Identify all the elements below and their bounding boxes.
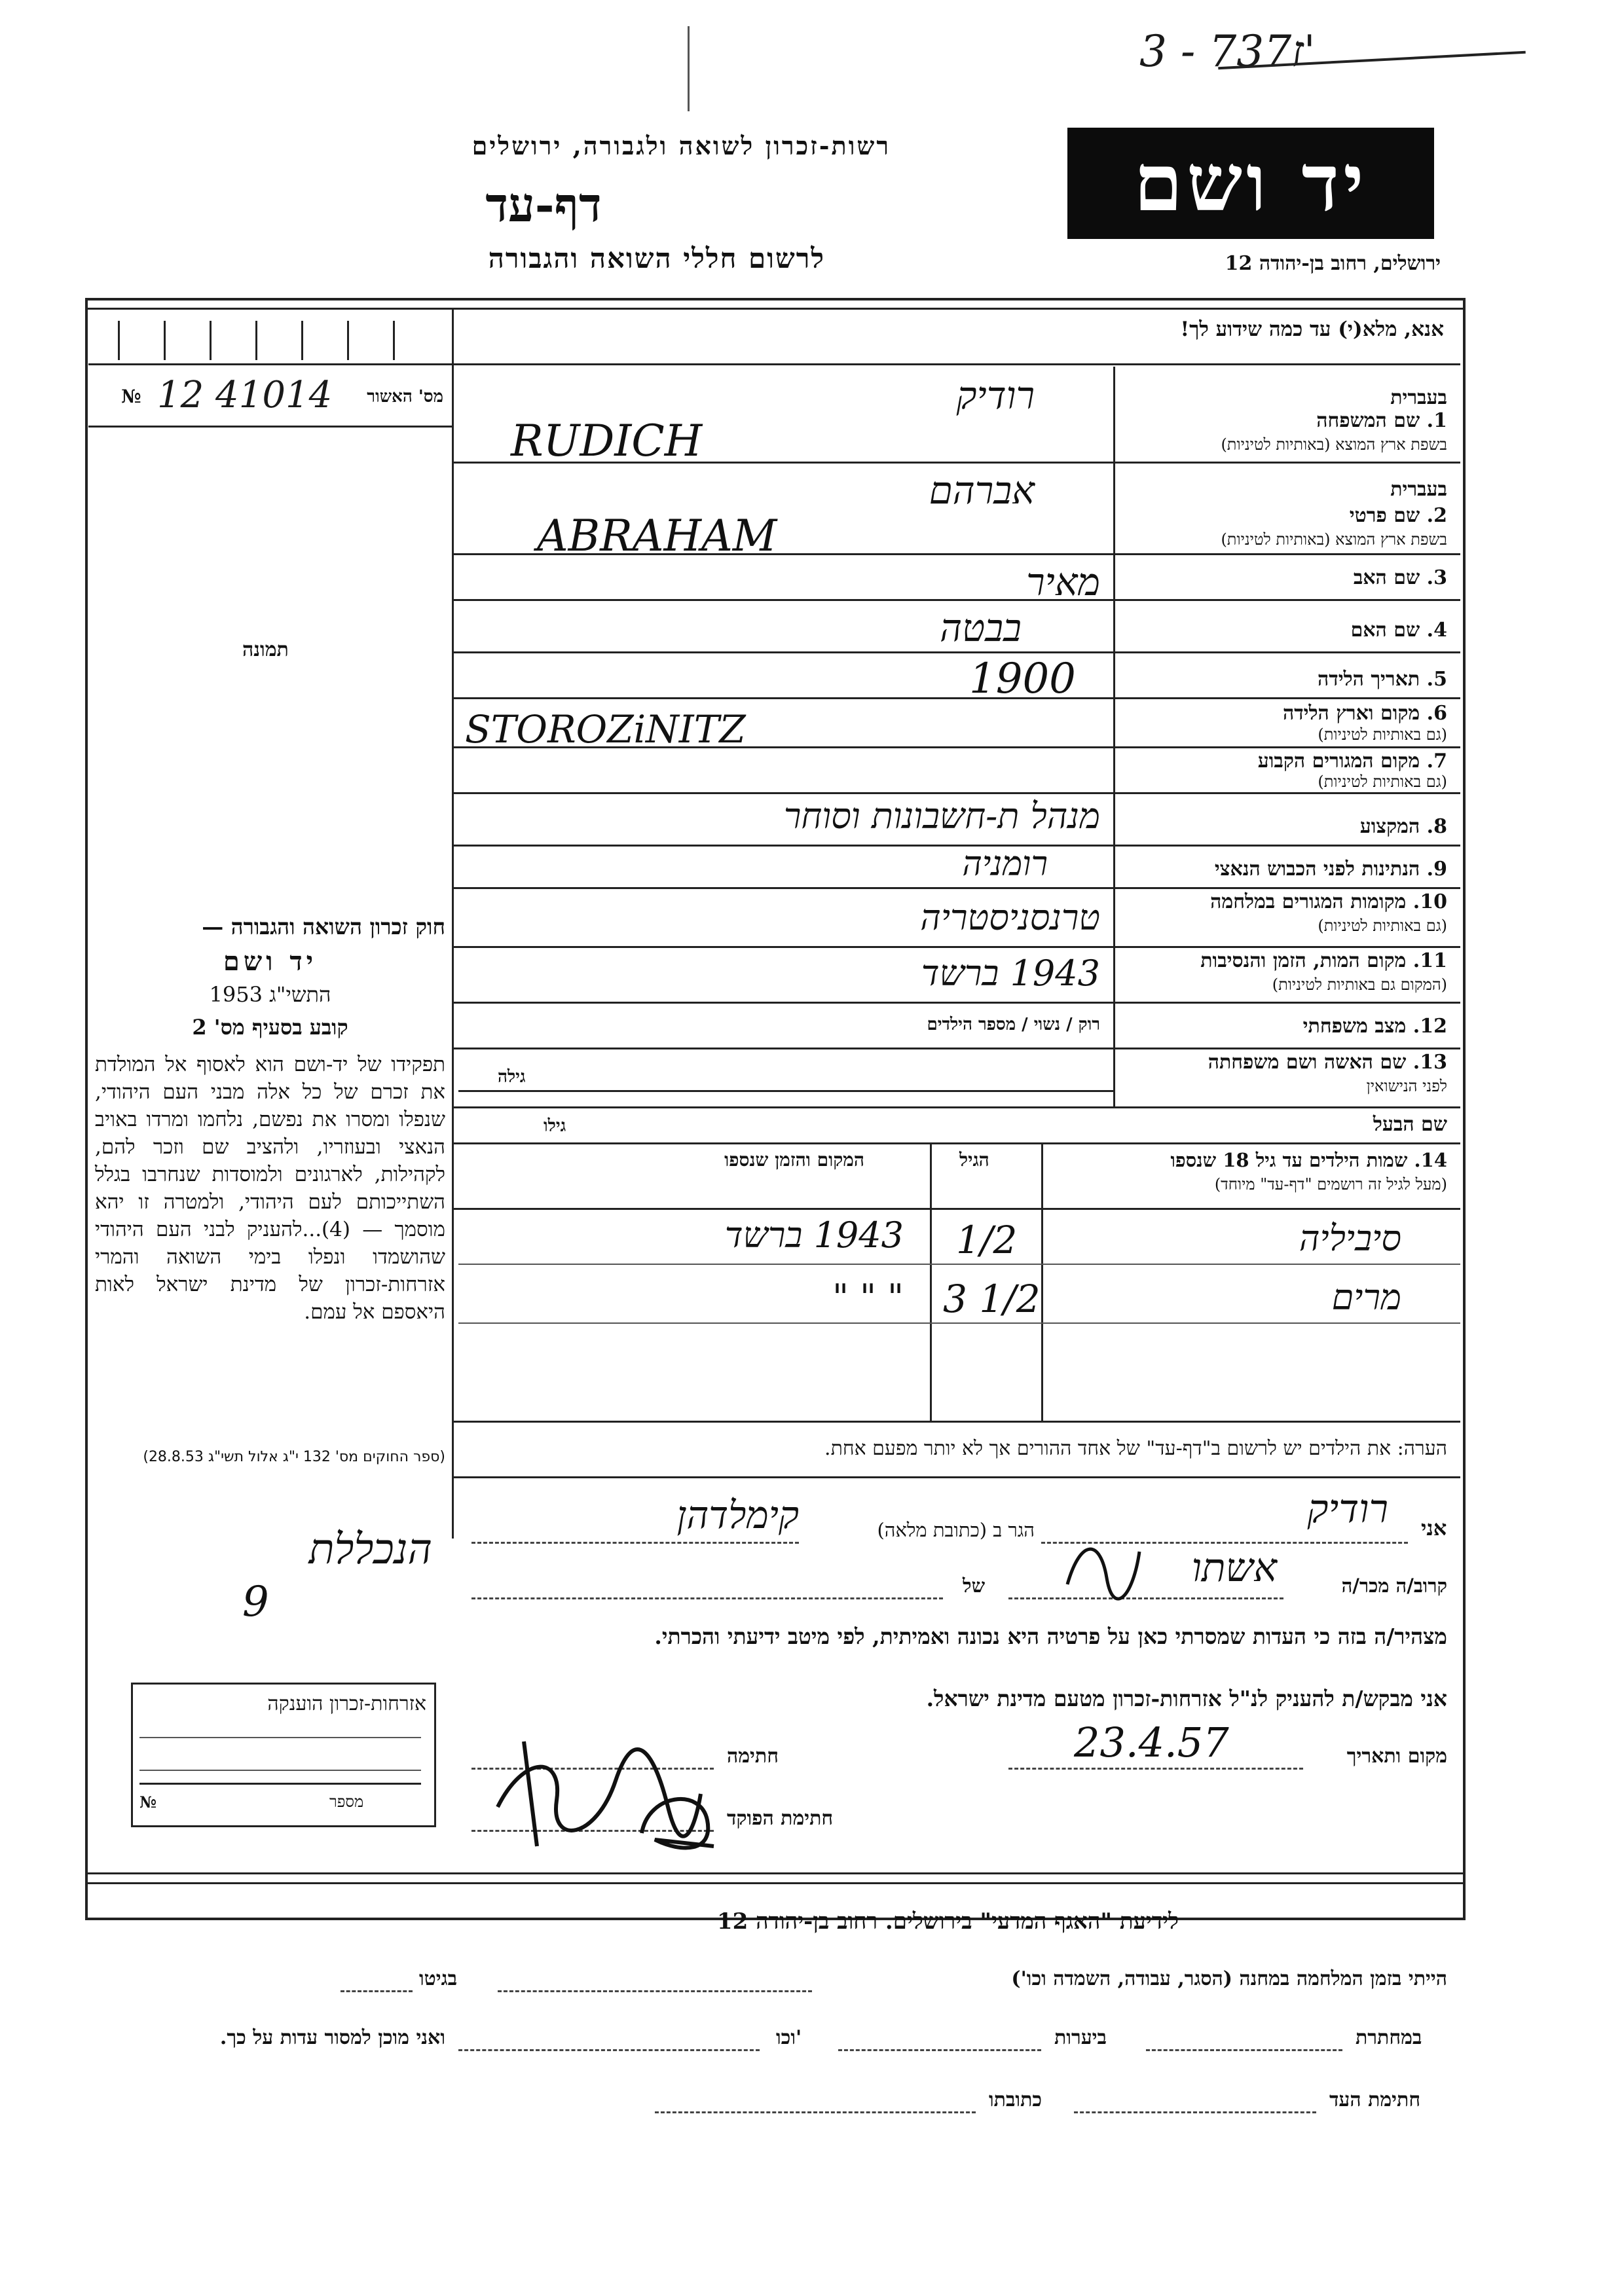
footer-underground: במחתרת — [1356, 2026, 1422, 2049]
form-subtitle: לרשום חללי השואה והגבורה — [488, 242, 825, 274]
citizenship-value: רומניה — [962, 845, 1048, 884]
footer-title: לידיעת "האגף המדעי" בירושלים. רחוב בן-יהודה 12 — [716, 1908, 1179, 1935]
registration-number-value: 12 41014 — [157, 374, 333, 416]
officer-signature-label: חתימת הפוקד — [727, 1807, 834, 1830]
field-5-label: 5. תאריך הלידה — [1318, 668, 1447, 691]
law-reference: (ספר החוקים מס' 132 י"ג אלול תשי"ג 28.8.53) — [143, 1449, 445, 1465]
children-age-header: הגיל — [959, 1149, 989, 1171]
wife-age-label: גילה — [498, 1067, 526, 1087]
registration-label: מס' האשור — [367, 387, 443, 407]
stamp-title: אזרחות-זכרון הוענקה — [267, 1692, 426, 1715]
relation-scribble — [1061, 1532, 1146, 1604]
law-title: חוק זכרון השואה והגבורה — — [202, 914, 445, 939]
profession-value: מנהל ת-חשבונות וסוחר — [783, 795, 1100, 837]
field-4-label: 4. שם האם — [1350, 619, 1447, 642]
field-6-sub: (גם באותיות לטיניות) — [1318, 725, 1447, 744]
field-1-lang: בעברית — [1390, 386, 1447, 409]
child-2-age: 3 1/2 — [943, 1277, 1041, 1321]
declarant-name: רודיק — [1307, 1486, 1388, 1532]
field-1-sub: בשפת ארץ המוצא (באותיות לטיניות) — [1221, 435, 1447, 454]
institution-address: ירושלים, רחוב בן-יהודה 12 — [1225, 252, 1441, 275]
father-name-value: מאיר — [1026, 560, 1100, 604]
stamp-no-symbol: № — [139, 1793, 157, 1812]
scan-mark — [688, 26, 690, 111]
photo-label: תמונה — [242, 638, 289, 661]
decl-residing-label: הגר ב (כתובת מלאה) — [877, 1519, 1035, 1541]
margin-note-word: הנכללת — [308, 1525, 432, 1574]
footer-line1-camp: הייתי בזמן המלחמה במחנה (הסגר, עבודה, השמדה וכו') — [1011, 1967, 1447, 1990]
field-7-sub: (גם באותיות לטיניות) — [1318, 773, 1447, 791]
child-1-place: 1943 ברשד — [724, 1214, 904, 1256]
footer-witness-signature: חתימת העד — [1329, 2088, 1421, 2111]
birth-date-value: 1900 — [969, 655, 1076, 703]
signature-label: חתימה — [727, 1745, 779, 1768]
field-13-label: 13. שם האשה ושם משפחתה — [1208, 1051, 1447, 1074]
field-11-label: 11. מקום המות, הזמן והנסיבות — [1200, 949, 1447, 972]
declaration-statement: מצהיר/ה בזה כי העדות שמסרתי כאן על פרטיה היא נכונה ואמיתית, לפי מיטב ידיעתי והכרתי. — [654, 1624, 1447, 1649]
margin-note-number: 9 — [242, 1578, 269, 1626]
child-2-place: " " " — [832, 1277, 904, 1318]
stamp-number-label: מספר — [329, 1793, 364, 1811]
remark-text: הערה: את הילדים יש לרשום ב"דף-עד" של אחד ההורים אך לא יותר מפעם אחת. — [824, 1437, 1447, 1460]
field-8-label: 8. המקצוע — [1359, 815, 1447, 838]
footer-witness-address: כתובתו — [989, 2088, 1043, 2111]
decl-of-label: של — [963, 1575, 986, 1597]
decl-i-label: אני — [1421, 1516, 1447, 1540]
field-10-label: 10. מקומות המגורים במלחמה — [1210, 890, 1447, 913]
field-3-label: 3. שם האב — [1353, 566, 1447, 589]
mother-name-value: בבטה — [940, 606, 1022, 650]
declaration-request: אני מבקש/ת להעניק לנ"ל אזרחות-זכרון מטעם מדינת ישראל. — [926, 1686, 1447, 1711]
officer-signature — [629, 1781, 727, 1859]
instruction-text: אנא, מלא(י) עד כמה שידוע לך! — [1180, 318, 1444, 341]
registration-number-row — [95, 376, 449, 422]
yad-vashem-logo: יד ושם — [1067, 128, 1434, 239]
law-clause: קובע בסעיף מס' 2 — [192, 1015, 348, 1040]
footer-etc: וכו' — [776, 2026, 802, 2049]
child-2-name: מרים — [1331, 1277, 1401, 1318]
registration-no-symbol: № — [121, 386, 141, 407]
child-1-name: סיביליה — [1299, 1218, 1401, 1259]
children-header: 14. שמות הילדים עד גיל 18 שנספו — [1170, 1149, 1447, 1171]
children-place-header: המקום והזמן שנספו — [724, 1149, 864, 1171]
field-13-sub: לפני הנישואין — [1366, 1077, 1447, 1095]
place-date-label: מקום ותאריך — [1346, 1745, 1447, 1768]
husband-age-label: גילו — [544, 1116, 566, 1136]
field-12-label: 12. מצב משפחתי — [1302, 1015, 1447, 1038]
family-name-hebrew: רודיק — [956, 373, 1035, 418]
field-1-label: 1. שם המשפחה — [1316, 409, 1447, 432]
field-6-label: 6. מקום וארץ הלידה — [1282, 702, 1447, 725]
law-body: תפקידו של יד-ושם הוא לאסוף אל המולדת את זכרם של כל אלה מבני העם היהודי, שנפלו ומסרו את נפשם, נלחמו ומרדו באויב הנאצי ובעוזריו, ולהציב שם וזכר להם, לקהילות, לארגונים ולמוסדות שנחרבו בגלל השתייכותם לעם היהודי, ולמטרה זו יהא מוסמך — (4)...להעניק לבני העם היהודי שהושמדו ונפלו בימי השואה והמרי אזרחות-זכרון של מדינת ישראל לאות היאספם אל עמם. — [95, 1053, 445, 1324]
death-place-value: 1943 ברשד — [921, 953, 1100, 994]
family-name-latin: RUDICH — [511, 416, 703, 466]
citizenship-stamp-box — [131, 1683, 436, 1827]
child-1-age: 1/2 — [956, 1218, 1018, 1262]
children-header-sub: (מעל לגיל זה רושמים "דף-עד" מיוחד) — [1214, 1175, 1447, 1194]
field-2-lang: בעברית — [1390, 478, 1447, 501]
field-9-label: 9. הנתינות לפני הכבוש הנאצי — [1214, 858, 1447, 881]
declaration-date: 23.4.57 — [1074, 1719, 1229, 1766]
declarant-address: קימלדהן — [676, 1493, 799, 1537]
footer-forests: ביערות — [1054, 2026, 1107, 2049]
decl-relation-label: קרוב/ה מכר/ה — [1341, 1575, 1447, 1597]
husband-name-label: שם הבעל — [1373, 1113, 1447, 1136]
birth-place-value: STOROZiNITZ — [465, 707, 746, 752]
field-7-label: 7. מקום המגורים הקבוע — [1257, 750, 1447, 773]
form-title: דף-עד — [485, 177, 602, 232]
field-2-sub: בשפת ארץ המוצא (באותיות לטיניות) — [1221, 530, 1447, 549]
top-right-note: 3 - 737ז' — [1139, 26, 1316, 77]
marital-options: רוק / נשוי / מספר הילדים — [927, 1015, 1100, 1034]
wartime-residence-value: טרנסניסטריה — [920, 897, 1100, 938]
first-name-latin: ABRAHAM — [537, 511, 777, 561]
registration-tick-boxes — [92, 321, 449, 360]
law-org: יד ושם — [223, 946, 318, 977]
first-name-hebrew: אברהם — [929, 468, 1035, 513]
field-11-sub: (המקום גם באותיות לטיניות) — [1272, 975, 1447, 994]
field-10-sub: (גם באותיות לטיניות) — [1318, 917, 1447, 935]
footer-testimony: ואני מוכן למסור עדות על כך. — [219, 2026, 445, 2049]
relation-value: אשתו — [1191, 1545, 1277, 1591]
field-2-label: 2. שם פרטי — [1349, 504, 1447, 527]
footer-line1-ghetto: בגיטו — [419, 1967, 458, 1990]
authority-name: רשות-זכרון לשואה ולגבורה, ירושלים — [471, 131, 891, 160]
law-year: 1953 התשי"ג — [209, 982, 331, 1007]
